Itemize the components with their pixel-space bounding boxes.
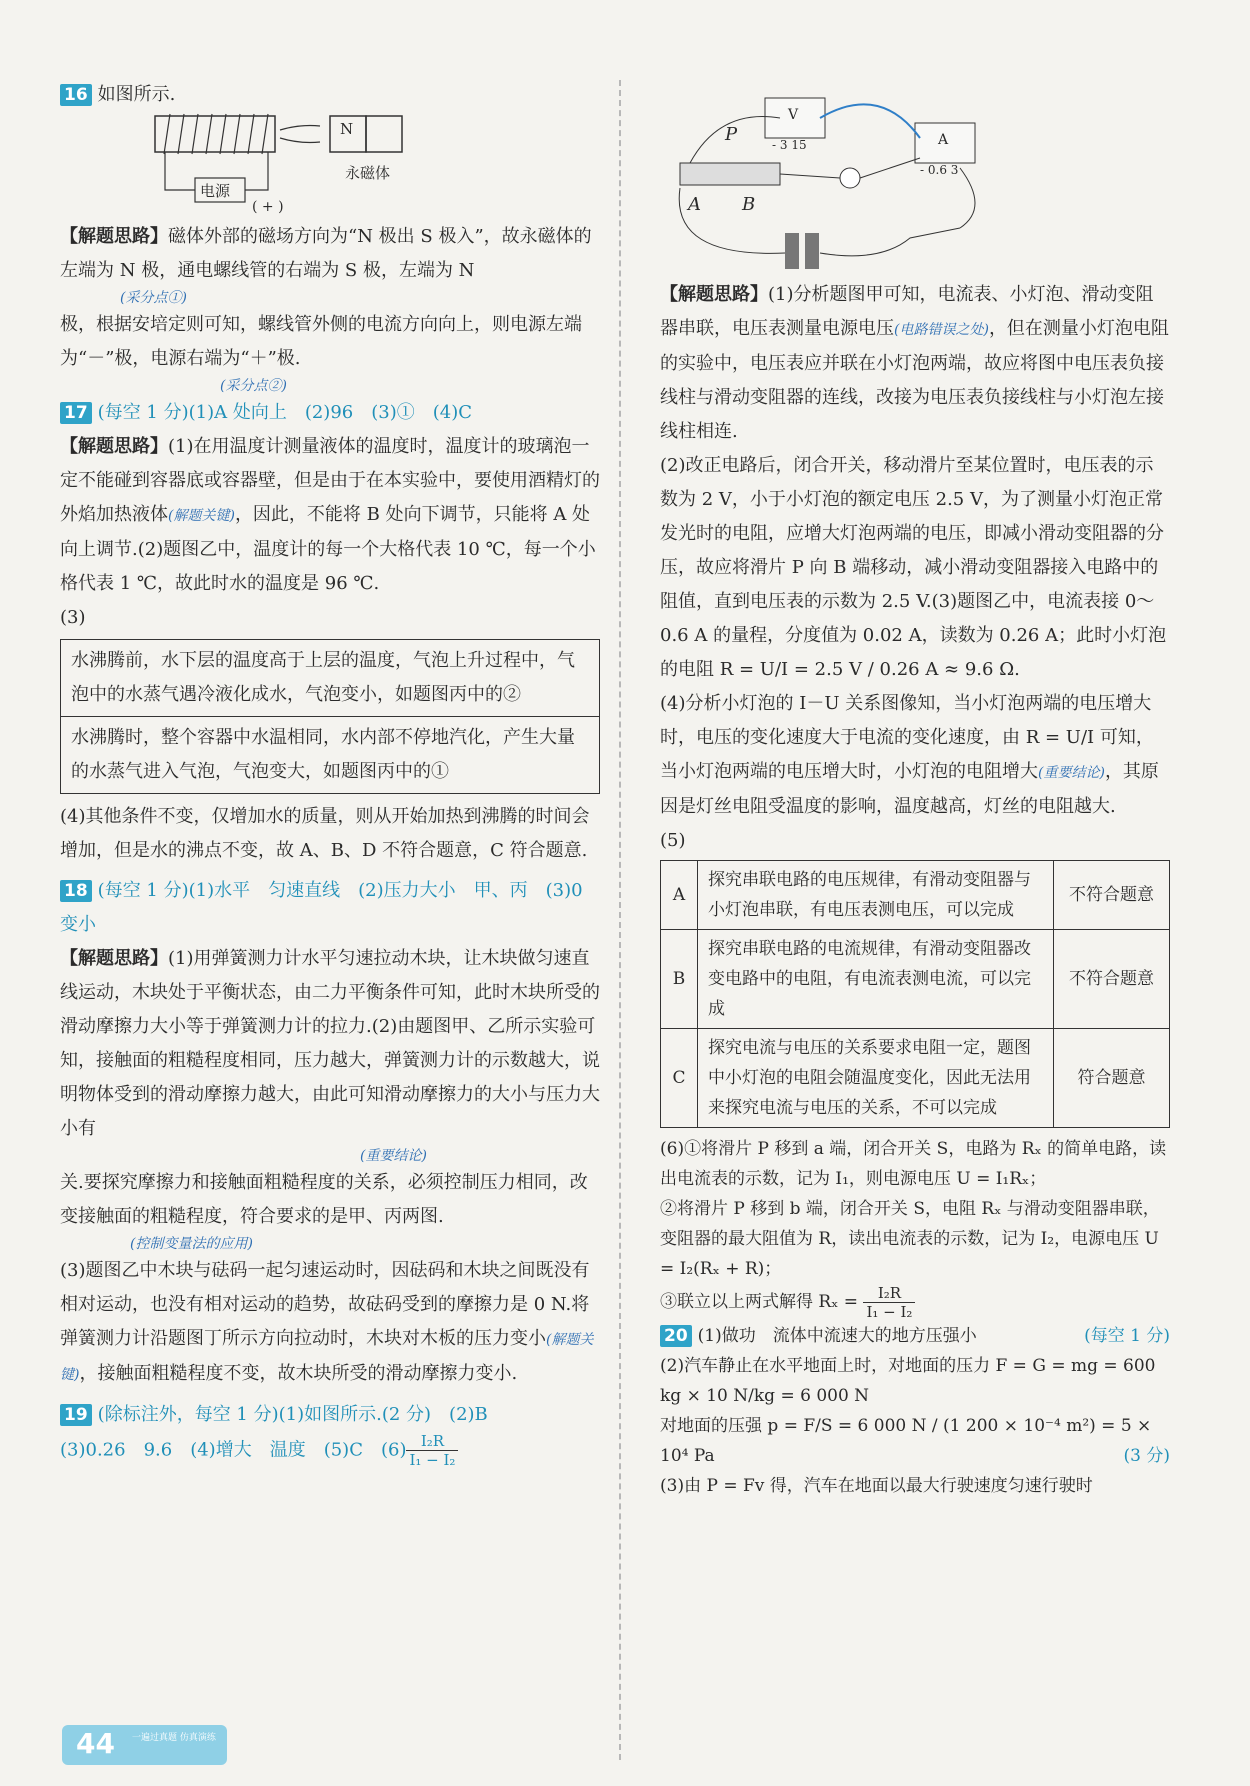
q19-solution: 【解题思路】(1)分析题图甲可知，电流表、小灯泡、滑动变阻器串联，电压表测量电源电压(电路错误之处)，但在测量小灯泡电阻的实验中，电压表应并联在小灯泡两端，故应将图中电压表负接线柱与滑动变阻器的连线，改接为电压表负接线柱与小灯泡左接线柱相连. xyxy=(660,284,1169,442)
page-number-badge xyxy=(62,1725,227,1765)
circuit-diagram xyxy=(660,78,1170,278)
q17-table-cell: 水沸腾前，水下层的温度高于上层的温度，气泡上升过程中，气泡中的水蒸气遇冷液化成水，气泡变小，如题图丙中的② xyxy=(61,640,600,717)
circuit-figure xyxy=(660,78,1170,278)
q16-caption: ( + ) xyxy=(252,199,284,215)
voltmeter-scale: - 3 15 xyxy=(772,138,807,152)
table-row: C 探究电流与电压的关系要求电阻一定，题图中小灯泡的电阻会随温度变化，因此无法用来探究电流与电压的关系，不可以完成 符合题意 xyxy=(661,1029,1170,1128)
q16-figure xyxy=(150,112,600,215)
q19-sub6-c: ③联立以上两式解得 Rₓ = $\frac{\text{I₂R}}{\text{I₁ − I₂}}$ xyxy=(660,1284,1170,1321)
terminal-b-label: B xyxy=(742,194,756,215)
n-pole-label: N xyxy=(340,120,354,138)
q19-sub6-b: ②将滑片 P 移到 b 端，闭合开关 S，电阻 Rₓ 与滑动变阻器串联，变阻器的最大阻值为 R，读出电流表的示数，记为 I₂，电源电压 U = I₂(Rₓ + R)； xyxy=(660,1199,1160,1279)
right-column xyxy=(660,78,1170,1501)
page-number: 44 xyxy=(76,1727,115,1760)
q18-answer: 18 (每空 1 分)(1)水平 匀速直线 (2)压力大小 甲、丙 (3)0 变小 xyxy=(60,880,601,935)
q19-table xyxy=(660,860,1170,1128)
rx-fraction: $\frac{\text{I₂R}}{\text{I₁ − I₂}}$ xyxy=(863,1284,915,1321)
q18-solution: 【解题思路】(1)用弹簧测力计水平匀速拉动木块，让木块做匀速直线运动，木块处于平衡状态，由二力平衡条件可知，此时木块所受的滑动摩擦力大小等于弹簧测力计的拉力.(2)由题图甲、乙所示实验可知，接触面的粗糙程度相同，压力越大，弹簧测力计的示数越大，说明物体受到的滑动摩擦力越大，由此可知滑动摩擦力的大小与压力大小有 xyxy=(60,948,600,1139)
q17-sub4: (4)其他条件不变，仅增加水的质量，则从开始加热到沸腾的时间会增加，但是水的沸点不变，故 A、B、D 不符合题意，C 符合题意. xyxy=(60,806,590,861)
q16-note1: (采分点①) xyxy=(120,290,187,306)
q19-sub5: (5) xyxy=(660,830,686,851)
q16-solution: 【解题思路】磁体外部的磁场方向为“N 极出 S 极入”，故永磁体的左端为 N 极，通电螺线管的右端为 S 极，左端为 N xyxy=(60,226,592,281)
voltmeter-label: V xyxy=(788,107,799,123)
terminal-a-label: A xyxy=(688,194,701,215)
left-column xyxy=(60,78,600,1469)
q16-number: 16 xyxy=(60,84,92,106)
q18-note2: (控制变量法的应用) xyxy=(130,1236,253,1252)
slider-p-label: P xyxy=(725,124,738,145)
q19-answer: 19 (除标注外，每空 1 分)(1)如图所示.(2 分) (2)B xyxy=(60,1398,600,1432)
q19-fraction: $\frac{\text{I₂R}}{\text{I₁ − I₂}}$ xyxy=(406,1432,458,1469)
ammeter-label: A xyxy=(938,132,949,148)
page-subtitle: 一遍过真题 仿真演练 xyxy=(132,1733,216,1743)
q17-sub3: (3) xyxy=(60,607,86,628)
q18-solution-3: (3)题图乙中木块与砝码一起匀速运动时，因砝码和木块之间既没有相对运动，也没有相对运动的趋势，故砝码受到的摩擦力是 0 N.将弹簧测力计沿题图丁所示方向拉动时，木块对木板的压力变小(解题关键)，接触面粗糙程度不变，故木块所受的滑动摩擦力变小. xyxy=(60,1260,594,1384)
q20-part2: (2)汽车静止在水平地面上时，对地面的压力 F = G = mg = 600 kg × 10 N/kg = 6 000 N xyxy=(660,1356,1156,1406)
q20-part3: (3)由 P = Fv 得，汽车在地面以最大行驶速度匀速行驶时 xyxy=(660,1476,1093,1496)
q19-answer-2: (3)0.26 9.6 (4)增大 温度 (5)C (6) $\frac{\text{I₂R}}{\text{I₁ − I₂}}$ xyxy=(60,1432,600,1469)
ammeter-scale: - 0.6 3 xyxy=(920,163,959,177)
q16-note2: (采分点②) xyxy=(220,378,287,394)
q20-answer: 20 (1)做功 流体中流速大的地方压强小 (每空 1 分) xyxy=(660,1321,1170,1351)
q17-solution: 【解题思路】(1)在用温度计测量液体的温度时，温度计的玻璃泡一定不能碰到容器底或容器壁，但是由于在本实验中，要使用酒精灯的外焰加热液体(解题关键)，因此，不能将 B 处向下调节，只能将 A 处向上调节.(2)题图乙中，温度计的每一个大格代表 10 ℃，每一个小格代表 1 ℃，故此时水的温度是 96 ℃. xyxy=(60,436,600,594)
column-divider xyxy=(619,80,621,1760)
q16-solution-2: 极，根据安培定则可知，螺线管外侧的电流方向向上，则电源左端为“－”极，电源右端为“＋”极. xyxy=(60,314,582,369)
q19-sub6-a: (6)①将滑片 P 移到 a 端，闭合开关 S，电路为 Rₓ 的简单电路，读出电流表的示数，记为 I₁，则电源电压 U = I₁Rₓ； xyxy=(660,1139,1167,1189)
q17-table-cell: 水沸腾时，整个容器中水温相同，水内部不停地汽化，产生大量的水蒸气进入气泡，气泡变大，如题图丙中的① xyxy=(61,717,600,794)
q19-solution-2: (2)改正电路后，闭合开关，移动滑片至某位置时，电压表的示数为 2 V，小于小灯泡的额定电压 2.5 V，为了测量小灯泡正常发光时的电阻，应增大灯泡两端的电压，即减小滑动变阻器的分压，故应将滑片 P 向 B 端移动，减小滑动变阻器接入电路中的阻值，直到电压表的示数为 2.5 V.(3)题图乙中，电流表接 0～0.6 A 的量程，分度值为 0.02 A，读数为 0.26 A；此时小灯泡的电阻 R = U/I = 2.5 V / 0.26 A ≈ 9.6 Ω. xyxy=(660,455,1167,680)
q16-intro: 16 如图所示. xyxy=(60,78,600,112)
q18-note1: (重要结论) xyxy=(360,1148,427,1164)
power-source-label: 电源 xyxy=(200,182,231,200)
magnet-label: 永磁体 xyxy=(345,164,391,182)
q19-solution-3: (4)分析小灯泡的 I－U 关系图像知，当小灯泡两端的电压增大时，电压的变化速度大于电流的变化速度，由 R = U/I 可知，当小灯泡两端的电压增大时，小灯泡的电阻增大(重要结论)，其原因是灯丝电阻受温度的影响，温度越高，灯丝的电阻越大. xyxy=(660,693,1159,817)
table-row: B 探究串联电路的电流规律，有滑动变阻器改变电路中的电阻，有电流表测电流，可以完成 不符合题意 xyxy=(661,930,1170,1029)
q17-answer: 17 (每空 1 分)(1)A 处向上 (2)96 (3)① (4)C xyxy=(60,396,600,430)
q20-part2-pressure: 对地面的压强 p = F/S = 6 000 N / (1 200 × 10⁻⁴ m²) = 5 × 10⁴ Pa (3 分) xyxy=(660,1416,1170,1466)
q17-table xyxy=(60,639,600,794)
table-row: A 探究串联电路的电压规律，有滑动变阻器与小灯泡串联，有电压表测电压，可以完成 不符合题意 xyxy=(661,861,1170,930)
q18-solution-2: 关.要探究摩擦力和接触面粗糙程度的关系，必须控制压力相同，改变接触面的粗糙程度，符合要求的是甲、丙两图. xyxy=(60,1172,588,1227)
